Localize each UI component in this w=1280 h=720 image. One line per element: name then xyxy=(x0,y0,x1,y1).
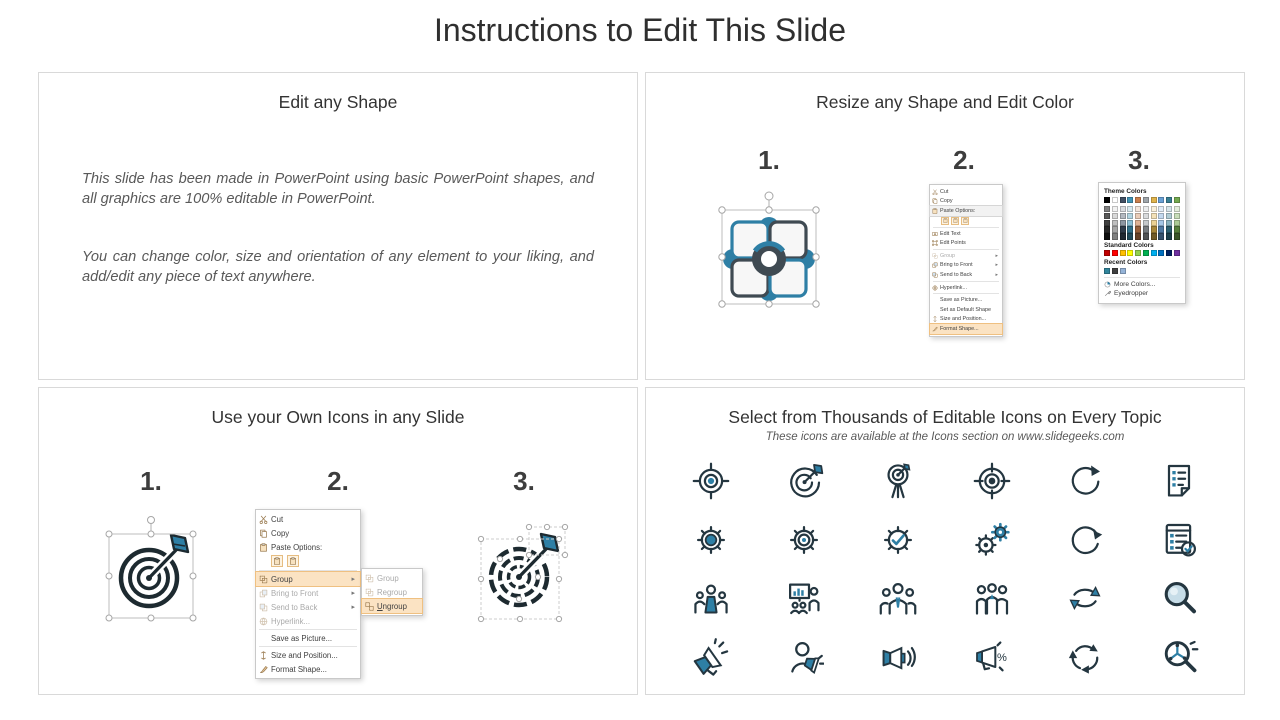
color-swatch[interactable] xyxy=(1143,226,1149,232)
cut-icon xyxy=(259,515,268,524)
color-swatch[interactable] xyxy=(1120,233,1126,239)
eyedropper-icon xyxy=(1104,290,1111,297)
circular-arrow-icon[interactable] xyxy=(1063,518,1107,562)
panel-resize-edit-color xyxy=(645,72,1245,380)
target-board-icon[interactable] xyxy=(876,459,920,503)
rotate-handle-icon xyxy=(148,517,155,524)
color-swatch[interactable] xyxy=(1112,268,1118,274)
copy-icon xyxy=(259,529,268,538)
magnifier-icon[interactable] xyxy=(1157,576,1201,620)
menu-item-cut[interactable]: Cut xyxy=(930,187,1002,197)
color-swatch[interactable] xyxy=(1174,197,1180,203)
team-badges-icon[interactable] xyxy=(970,576,1014,620)
rotate-handle-icon xyxy=(765,192,773,200)
selected-target-icon[interactable] xyxy=(96,512,206,635)
paste-options-row[interactable] xyxy=(930,216,1002,226)
edit-points-icon xyxy=(932,240,938,246)
color-swatch[interactable] xyxy=(1174,233,1180,239)
hyperlink-icon xyxy=(932,285,938,291)
menu-item-format-shape[interactable]: Format Shape... xyxy=(256,662,360,676)
color-swatch[interactable] xyxy=(1174,206,1180,212)
color-swatch[interactable] xyxy=(1166,197,1172,203)
gear-check-icon[interactable] xyxy=(876,518,920,562)
panel-title: Resize any Shape and Edit Color xyxy=(816,92,1074,112)
paste-icon xyxy=(932,208,938,214)
color-swatch[interactable] xyxy=(1135,206,1141,212)
color-swatch[interactable] xyxy=(1151,220,1157,226)
color-swatch[interactable] xyxy=(1135,226,1141,232)
color-swatch[interactable] xyxy=(1127,197,1133,203)
sync-arrows-icon[interactable] xyxy=(1063,576,1107,620)
standard-colors-label: Standard Colors xyxy=(1104,241,1154,249)
color-swatch[interactable] xyxy=(1127,220,1133,226)
panel-edit-any-shape xyxy=(38,72,638,380)
target-dart-icon[interactable] xyxy=(782,459,826,503)
step-number-2: 2. xyxy=(327,466,349,496)
paste-icon xyxy=(259,543,268,552)
svg-text:%: % xyxy=(996,651,1007,664)
color-swatch[interactable] xyxy=(1127,250,1133,256)
menu-item-hyperlink[interactable]: Hyperlink... xyxy=(930,283,1002,293)
body-paragraph: This slide has been made in PowerPoint using basic PowerPoint shapes, and all graphics are 100% editable in PowerPoint. xyxy=(82,171,594,208)
color-swatch[interactable] xyxy=(1158,226,1164,232)
color-swatch[interactable] xyxy=(1112,213,1118,219)
color-swatch[interactable] xyxy=(1166,233,1172,239)
menu-item-save-as-picture[interactable]: Save as Picture... xyxy=(930,295,1002,305)
checklist-approved-icon[interactable] xyxy=(1157,518,1201,562)
slide-title: Instructions to Edit This Slide xyxy=(433,12,847,48)
menu-item-bring-to-front: Bring to Front ▸ xyxy=(256,586,360,600)
paste-option-icon[interactable] xyxy=(287,555,299,567)
color-swatch[interactable] xyxy=(1166,213,1172,219)
color-swatch[interactable] xyxy=(1166,250,1172,256)
more-colors-item[interactable]: More Colors... xyxy=(1104,281,1180,288)
color-swatch[interactable] xyxy=(1158,197,1164,203)
gear-filled-icon[interactable] xyxy=(689,518,733,562)
paste-option-icon[interactable] xyxy=(941,217,949,225)
color-swatch[interactable] xyxy=(1120,220,1126,226)
menu-item-edit-text[interactable]: Edit Text xyxy=(930,229,1002,239)
color-swatch[interactable] xyxy=(1127,213,1133,219)
color-swatch[interactable] xyxy=(1166,220,1172,226)
color-swatch[interactable] xyxy=(1120,206,1126,212)
color-swatch[interactable] xyxy=(1151,250,1157,256)
menu-item-copy[interactable]: Copy xyxy=(930,197,1002,207)
format-icon xyxy=(932,326,938,332)
color-swatch[interactable] xyxy=(1104,206,1110,212)
menu-item-hyperlink: Hyperlink... xyxy=(256,614,360,628)
presenter-group-icon[interactable] xyxy=(689,576,733,620)
group-icon xyxy=(259,575,268,584)
submenu-arrow-icon: ▸ xyxy=(351,576,355,583)
paste-option-icon[interactable] xyxy=(271,555,283,567)
size-icon xyxy=(259,651,268,660)
color-swatch[interactable] xyxy=(1104,220,1110,226)
color-swatch[interactable] xyxy=(1158,220,1164,226)
color-swatch[interactable] xyxy=(1112,250,1118,256)
color-wheel-icon xyxy=(1104,281,1111,288)
color-swatch[interactable] xyxy=(1143,206,1149,212)
color-swatch[interactable] xyxy=(1127,226,1133,232)
color-swatch[interactable] xyxy=(1112,206,1118,212)
rotate-arrow-icon[interactable] xyxy=(1063,459,1107,503)
format-icon xyxy=(259,665,268,674)
color-swatch[interactable] xyxy=(1151,233,1157,239)
recent-colors-label: Recent Colors xyxy=(1104,259,1148,267)
color-swatch[interactable] xyxy=(1174,226,1180,232)
send-back-icon xyxy=(932,272,938,278)
step-number-1: 1. xyxy=(758,145,780,175)
color-swatch[interactable] xyxy=(1143,220,1149,226)
color-swatch[interactable] xyxy=(1127,206,1133,212)
team-three-icon[interactable] xyxy=(876,576,920,620)
bring-front-icon xyxy=(932,262,938,268)
body-paragraph: You can change color, size and orientation of any element to your liking, and add/edit any piece of text anywhere. xyxy=(82,249,594,286)
submenu-arrow-icon: ▸ xyxy=(351,604,355,611)
panel-subtitle: These icons are available at the Icons section on www.slidegeeks.com xyxy=(765,431,1125,443)
color-swatch[interactable] xyxy=(1135,220,1141,226)
color-swatch[interactable] xyxy=(1120,197,1126,203)
regroup-icon xyxy=(365,588,374,597)
color-swatch[interactable] xyxy=(1120,268,1126,274)
send-back-icon xyxy=(259,603,268,612)
cut-icon xyxy=(932,189,938,195)
color-swatch[interactable] xyxy=(1158,250,1164,256)
blank-icon xyxy=(932,297,938,303)
menu-item-set-as-default-shape[interactable]: Set as Default Shape xyxy=(930,305,1002,315)
theme-colors-label: Theme Colors xyxy=(1104,188,1147,195)
menu-item-send-to-back[interactable]: Send to Back ▸ xyxy=(930,270,1002,280)
step-number-2: 2. xyxy=(953,145,975,175)
color-swatch[interactable] xyxy=(1174,213,1180,219)
megaphone-launch-icon[interactable] xyxy=(689,635,733,679)
submenu-arrow-icon: ▸ xyxy=(995,271,998,278)
menu-item-regroup: Regroup xyxy=(362,585,422,599)
gear-dot-icon[interactable] xyxy=(782,518,826,562)
context-menu-small xyxy=(929,184,1003,337)
menu-item-cut[interactable]: Cut xyxy=(256,512,360,526)
color-swatch[interactable] xyxy=(1143,233,1149,239)
blank-icon xyxy=(932,307,938,313)
color-swatch[interactable] xyxy=(1135,233,1141,239)
presentation-audience-icon[interactable] xyxy=(782,576,826,620)
color-swatch[interactable] xyxy=(1143,250,1149,256)
color-swatch[interactable] xyxy=(1127,233,1133,239)
color-swatch[interactable] xyxy=(1135,250,1141,256)
group-icon xyxy=(365,574,374,583)
color-swatch[interactable] xyxy=(1104,197,1110,203)
menu-item-paste-options[interactable]: Paste Options: xyxy=(930,206,1002,216)
cycle-arrows-icon[interactable] xyxy=(1063,635,1107,679)
blank-icon xyxy=(259,634,268,643)
icon-grid xyxy=(664,452,1226,686)
target-crosshair-icon[interactable] xyxy=(689,459,733,503)
submenu-arrow-icon: ▸ xyxy=(995,252,998,259)
magnifier-analytics-icon[interactable] xyxy=(1157,635,1201,679)
color-swatch[interactable] xyxy=(1166,206,1172,212)
target-scope-icon[interactable] xyxy=(970,459,1014,503)
color-swatch[interactable] xyxy=(1104,213,1110,219)
menu-item-bring-to-front[interactable]: Bring to Front ▸ xyxy=(930,261,1002,271)
menu-item-save-as-picture[interactable]: Save as Picture... xyxy=(256,631,360,645)
color-swatch[interactable] xyxy=(1104,250,1110,256)
color-swatch[interactable] xyxy=(1158,233,1164,239)
color-swatch[interactable] xyxy=(1135,197,1141,203)
menu-item-size-and-position[interactable]: Size and Position... xyxy=(930,315,1002,325)
menu-item-format-shape[interactable]: Format Shape... xyxy=(930,324,1002,334)
color-swatch[interactable] xyxy=(1112,226,1118,232)
group-submenu xyxy=(361,568,423,616)
context-menu-group xyxy=(255,509,361,679)
color-swatch[interactable] xyxy=(1174,220,1180,226)
color-swatch[interactable] xyxy=(1135,213,1141,219)
panel-own-icons xyxy=(38,387,638,695)
copy-icon xyxy=(932,198,938,204)
person-announcement-icon[interactable] xyxy=(782,635,826,679)
gear-double-icon[interactable] xyxy=(970,518,1014,562)
color-swatch[interactable] xyxy=(1104,233,1110,239)
color-swatch[interactable] xyxy=(1112,197,1118,203)
color-swatch[interactable] xyxy=(1104,268,1110,274)
submenu-arrow-icon: ▸ xyxy=(995,262,998,269)
color-swatch[interactable] xyxy=(1151,206,1157,212)
color-swatch[interactable] xyxy=(1166,226,1172,232)
color-swatch[interactable] xyxy=(1158,206,1164,212)
color-swatch[interactable] xyxy=(1120,226,1126,232)
color-picker xyxy=(1098,182,1186,304)
hyperlink-icon xyxy=(259,617,268,626)
selected-shape-graphic[interactable] xyxy=(699,185,839,340)
menu-item-group: Group ▸ xyxy=(930,251,1002,261)
step-number-3: 3. xyxy=(1128,145,1150,175)
color-swatch[interactable] xyxy=(1143,213,1149,219)
menu-item-group[interactable]: Group ▸ xyxy=(256,572,360,586)
step-number-1: 1. xyxy=(140,466,162,496)
color-swatch[interactable] xyxy=(1120,213,1126,219)
color-swatch[interactable] xyxy=(1158,213,1164,219)
menu-item-send-to-back: Send to Back ▸ xyxy=(256,600,360,614)
megaphone-offer-icon[interactable] xyxy=(970,635,1014,679)
color-swatch[interactable] xyxy=(1174,250,1180,256)
panel-icon-library xyxy=(645,387,1245,695)
panel-title: Select from Thousands of Editable Icons on Every Topic xyxy=(728,407,1162,427)
color-swatch[interactable] xyxy=(1112,233,1118,239)
ungroup-icon xyxy=(365,602,374,611)
eyedropper-item[interactable]: Eyedropper xyxy=(1104,290,1180,297)
color-swatch[interactable] xyxy=(1104,226,1110,232)
color-swatch[interactable] xyxy=(1143,197,1149,203)
panel-title: Use your Own Icons in any Slide xyxy=(211,407,465,427)
menu-item-paste-options[interactable]: Paste Options: xyxy=(256,540,360,554)
panel-title: Edit any Shape xyxy=(278,92,398,112)
edit-text-icon xyxy=(932,231,938,237)
color-swatch[interactable] xyxy=(1120,250,1126,256)
menu-item-copy[interactable]: Copy xyxy=(256,526,360,540)
paste-option-icon[interactable] xyxy=(961,217,969,225)
color-swatch[interactable] xyxy=(1151,197,1157,203)
megaphone-side-icon[interactable] xyxy=(876,635,920,679)
color-swatch[interactable] xyxy=(1151,213,1157,219)
ungrouped-target-icon[interactable] xyxy=(467,515,579,632)
group-icon xyxy=(932,253,938,259)
bring-front-icon xyxy=(259,589,268,598)
paste-options-row[interactable] xyxy=(256,554,360,569)
document-list-icon[interactable] xyxy=(1157,459,1201,503)
menu-item-group: Group xyxy=(362,571,422,585)
menu-item-size-and-position[interactable]: Size and Position... xyxy=(256,648,360,662)
submenu-arrow-icon: ▸ xyxy=(351,590,355,597)
paste-option-icon[interactable] xyxy=(951,217,959,225)
color-swatch[interactable] xyxy=(1112,220,1118,226)
step-number-3: 3. xyxy=(513,466,535,496)
menu-item-ungroup[interactable]: Ungroup xyxy=(362,599,422,613)
size-icon xyxy=(932,316,938,322)
color-swatch[interactable] xyxy=(1151,226,1157,232)
menu-item-edit-points[interactable]: Edit Points xyxy=(930,238,1002,248)
